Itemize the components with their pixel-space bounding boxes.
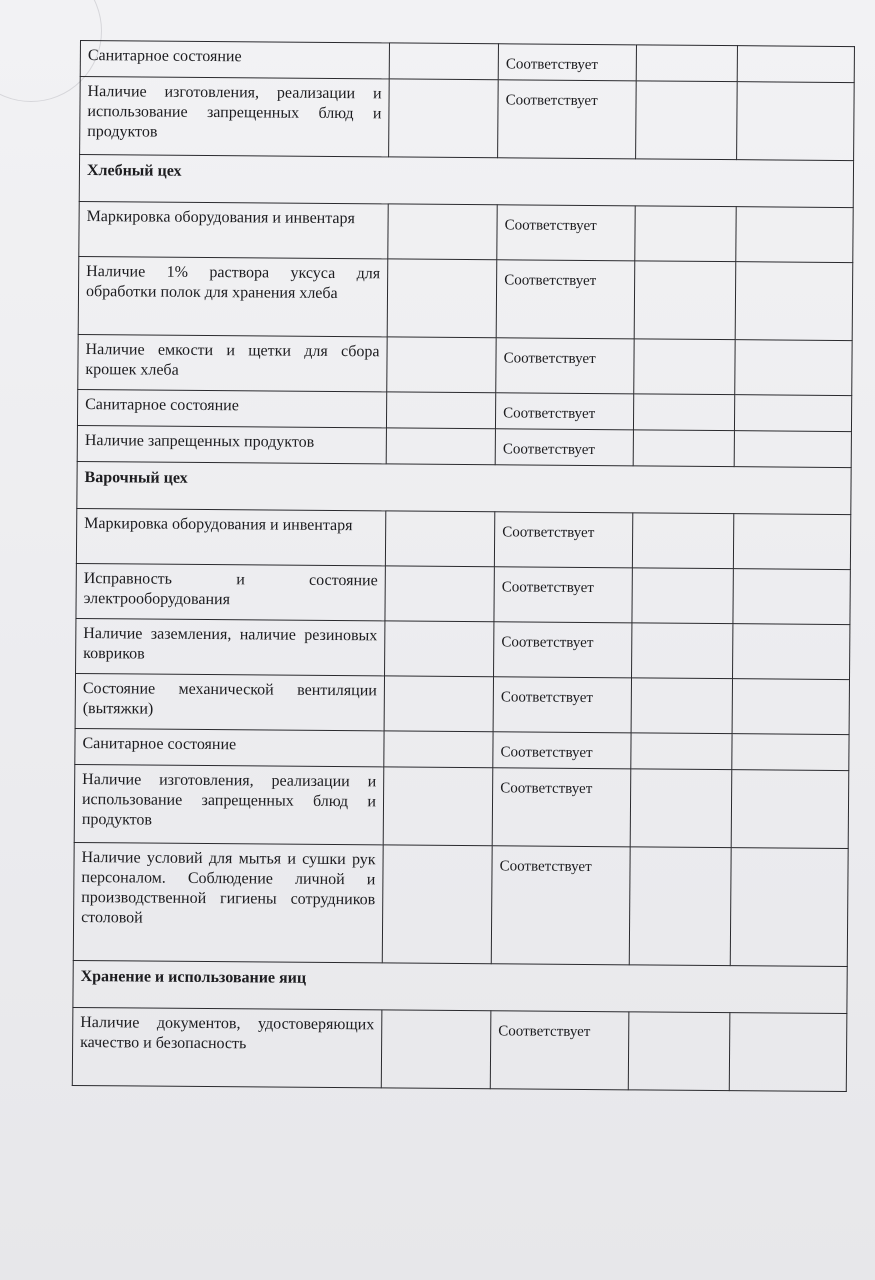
checklist-row [74,764,849,848]
checklist-row [76,618,850,679]
empty-cell [386,428,495,465]
empty-cell [384,731,493,768]
empty-cell [387,337,497,393]
result-cell: Соответствует [490,1011,628,1090]
result-cell: Соответствует [496,260,634,339]
empty-cell [381,1010,491,1089]
checklist-row [78,256,853,340]
result-cell: Соответствует [494,622,632,678]
checklist-row [76,508,850,569]
checklist-row [78,334,852,395]
empty-cell [635,206,736,262]
checklist-row [75,673,849,734]
criterion-cell: Санитарное состояние [77,389,386,427]
criterion-cell: Наличие заземления, наличие резиновых ковриков [76,618,385,675]
criterion-cell: Маркировка оборудования и инвентаря [79,201,388,258]
criterion-cell: Маркировка оборудования и инвентаря [76,508,385,565]
checklist-row [80,77,855,161]
checklist-table [72,40,855,1092]
empty-cell [733,514,851,570]
checklist-row [75,728,849,770]
result-cell: Соответствует [492,768,630,847]
empty-cell [387,259,497,338]
empty-cell [734,340,852,396]
checklist-row [80,41,854,83]
empty-cell [633,430,734,467]
empty-cell [635,81,737,160]
empty-cell [631,623,732,679]
section-header-row [79,155,853,208]
criterion-cell: Исправность и состояние электрооборудования [76,563,385,620]
result-cell: Соответствует [494,567,632,623]
empty-cell [628,1012,730,1091]
section-title: Варочный цех [77,461,851,514]
empty-cell [731,770,849,849]
criterion-cell: Наличие документов, удостоверяющих качество и безопасность [72,1007,382,1087]
empty-cell [384,621,494,677]
criterion-cell: Санитарное состояние [75,728,384,766]
empty-cell [633,394,734,431]
checklist-row [73,842,848,966]
section-title: Хранение и использование яиц [73,960,847,1013]
empty-cell [632,513,733,569]
empty-cell [384,676,494,732]
empty-cell [389,43,498,80]
empty-cell [737,46,855,83]
empty-cell [630,769,732,848]
empty-cell [385,511,495,567]
empty-cell [386,392,495,429]
empty-cell [634,261,736,340]
criterion-cell: Наличие емкости и щетки для сбора крошек хлеба [78,334,387,391]
empty-cell [383,767,493,846]
empty-cell [732,679,850,735]
result-cell: Соответствует [493,732,631,769]
empty-cell [735,262,853,341]
result-cell: Соответствует [493,677,631,733]
empty-cell [631,733,732,770]
empty-cell [733,569,851,625]
empty-cell [729,1013,847,1092]
empty-cell [730,848,848,967]
empty-cell [731,734,849,771]
criterion-cell: Санитарное состояние [80,41,389,79]
empty-cell [633,339,734,395]
empty-cell [736,82,854,161]
checklist-row [77,389,851,431]
section-title: Хлебный цех [79,155,853,208]
result-cell: Соответствует [496,393,634,430]
checklist-row [76,563,850,624]
result-cell: Соответствует [497,205,635,261]
empty-cell [636,45,737,82]
result-cell: Соответствует [498,80,636,159]
empty-cell [735,207,853,263]
checklist-row [79,201,853,262]
criterion-cell: Наличие изготовления, реализации и использование запрещенных блюд и продуктов [80,77,390,157]
empty-cell [629,847,731,966]
empty-cell [382,845,492,964]
criterion-cell: Наличие условий для мытья и сушки рук персоналом. Соблюдение личной и производственной гигиены сотрудников столовой [73,842,383,962]
inspection-checklist-sheet [72,40,860,1092]
result-cell: Соответствует [496,338,634,394]
result-cell: Соответствует [491,846,630,965]
empty-cell [631,678,732,734]
empty-cell [388,204,498,260]
checklist-row [72,1007,847,1091]
section-header-row [73,960,847,1013]
criterion-cell: Состояние механической вентиляции (вытяжки) [75,673,384,730]
empty-cell [632,568,733,624]
empty-cell [389,79,499,158]
criterion-cell: Наличие запрещенных продуктов [77,425,386,463]
section-header-row [77,461,851,514]
criterion-cell: Наличие изготовления, реализации и использование запрещенных блюд и продуктов [74,764,384,844]
result-cell: Соответствует [494,512,632,568]
empty-cell [732,624,850,680]
criterion-cell: Наличие 1% раствора уксуса для обработки полок для хранения хлеба [78,256,388,336]
checklist-row [77,425,851,467]
empty-cell [734,395,852,432]
empty-cell [734,431,852,468]
empty-cell [385,566,495,622]
result-cell: Соответствует [495,429,633,466]
result-cell: Соответствует [498,44,636,81]
